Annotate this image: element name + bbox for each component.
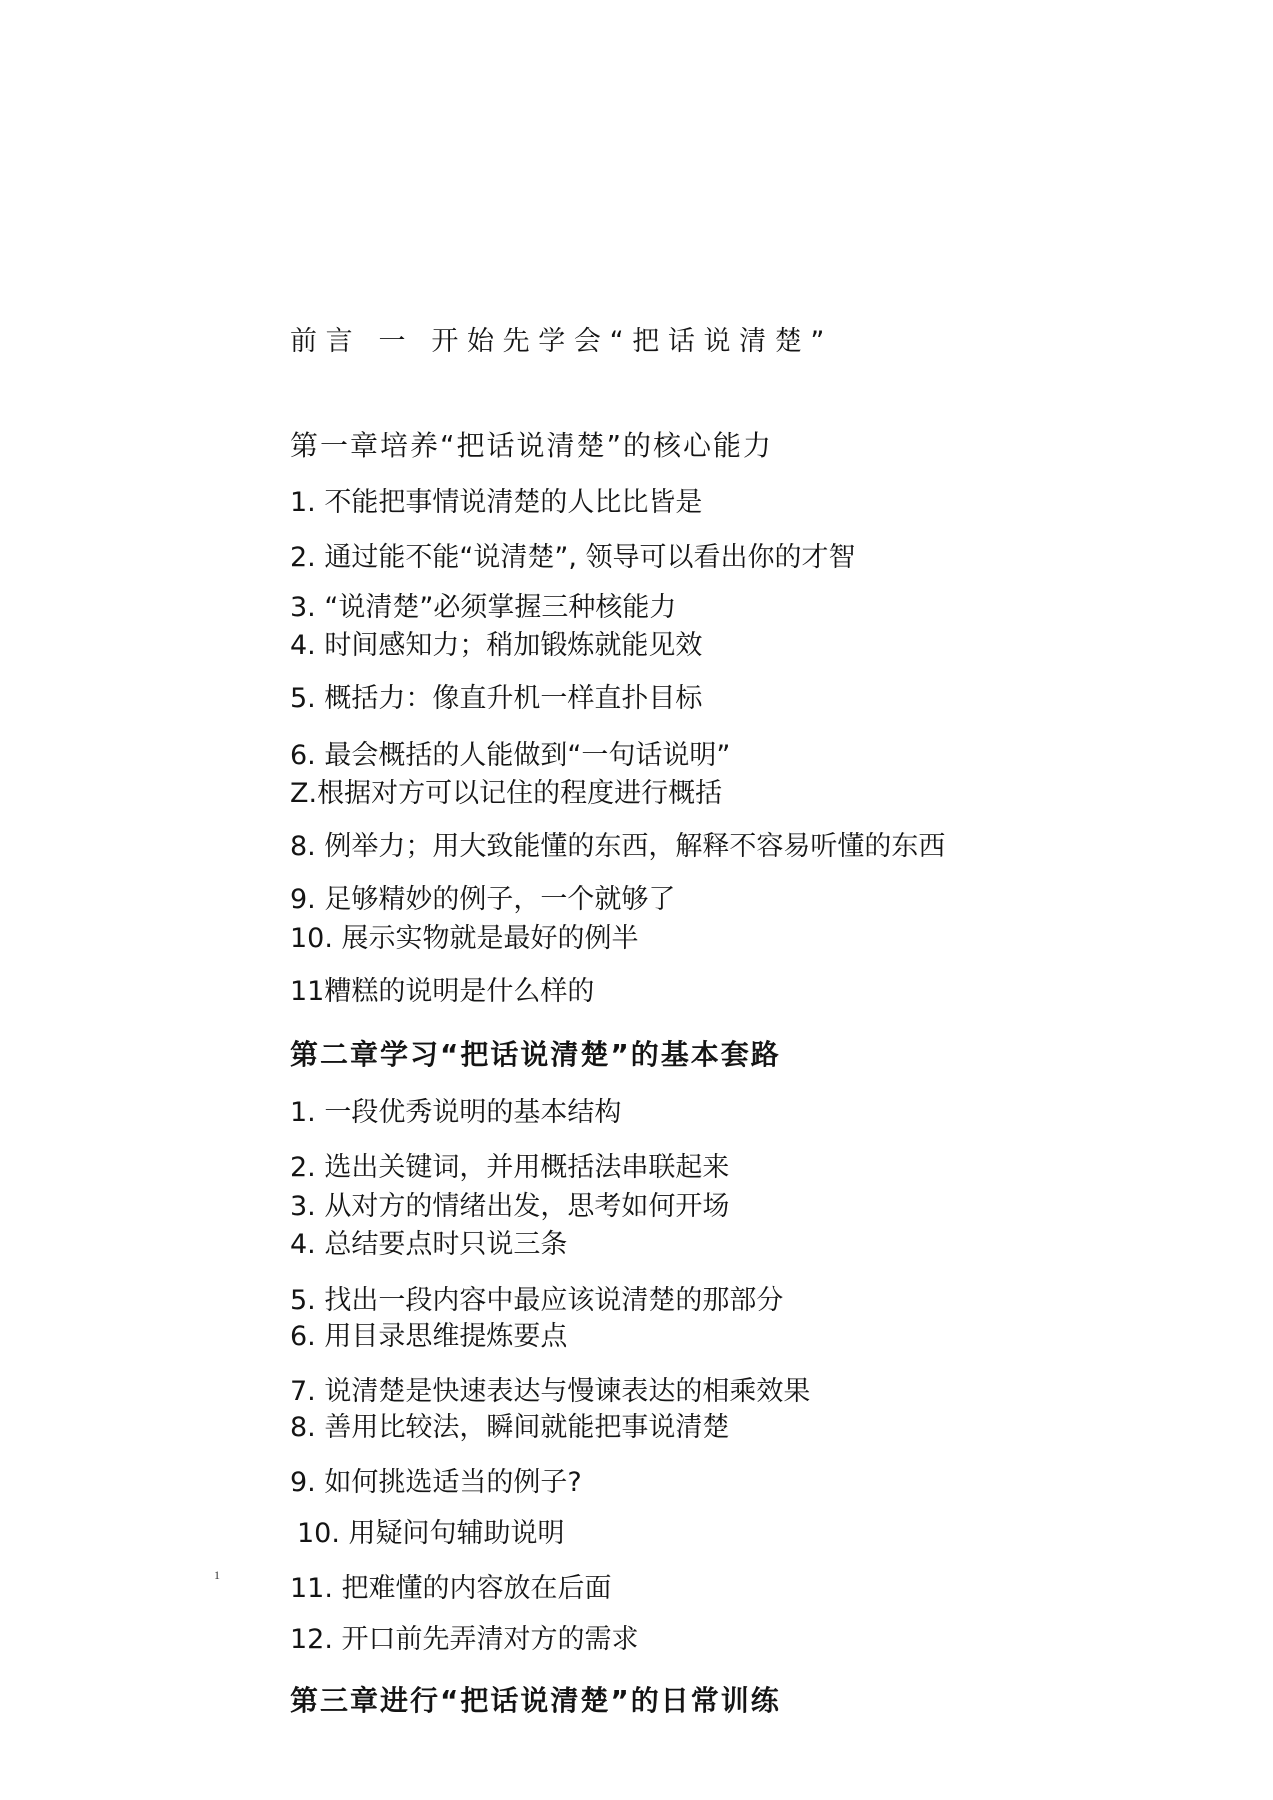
chapter-2-item: 1. 一段优秀说明的基本结构 [290,1097,622,1128]
chapter-1-item: 10. 展示实物就是最好的例半 [290,923,639,954]
chapter-2-item: 2. 选出关键词，并用概括法串联起来 [290,1152,730,1183]
chapter-1-item: 6. 最会概括的人能做到“一句话说明” [290,740,731,771]
chapter-2-item: 8. 善用比较法，瞬间就能把事说清楚 [290,1412,730,1443]
chapter-2-item: 9. 如何挑选适当的例子? [290,1467,582,1498]
chapter-1-item: 5. 概括力：像直升机一样直扑目标 [290,683,703,714]
chapter-1-title: 第一章培养“把话说清楚”的核心能力 [290,429,774,462]
chapter-2-title: 第二章学习“把话说清楚”的基本套路 [290,1038,781,1071]
chapter-1-item: 9. 足够精妙的例子，一个就够了 [290,884,676,915]
chapter-2-item: 10. 用疑问句辅助说明 [297,1518,565,1549]
chapter-1-item: 4. 时间感知力；稍加锻炼就能见效 [290,630,703,661]
chapter-2-item: 7. 说清楚是快速表达与慢谏表达的相乘效果 [290,1376,811,1407]
preface-title: 前言 一 开始先学会“把话说清楚” [290,326,834,357]
chapter-1-item: 1. 不能把事情说清楚的人比比皆是 [290,487,703,518]
page-marker: 1 [214,1568,220,1582]
chapter-2-item: 3. 从对方的情绪出发，思考如何开场 [290,1191,730,1222]
chapter-1-item: 11糟糕的说明是什么样的 [290,976,595,1007]
chapter-3-title: 第三章进行“把话说清楚”的日常训练 [290,1684,781,1717]
chapter-2-item: 12. 开口前先弄清对方的需求 [290,1624,639,1655]
chapter-2-item: 11. 把难懂的内容放在后面 [290,1573,612,1604]
chapter-2-item: 5. 找出一段内容中最应该说清楚的那部分 [290,1285,784,1316]
chapter-2-item: 6. 用目录思维提炼要点 [290,1321,568,1352]
chapter-1-item: 3. “说清楚”必须掌握三种核能力 [290,592,677,623]
chapter-1-item: 2. 通过能不能“说清楚”, 领导可以看出你的才智 [290,542,856,573]
chapter-2-item: 4. 总结要点时只说三条 [290,1229,568,1260]
chapter-1-item: 8. 例举力；用大致能懂的东西，解释不容易听懂的东西 [290,831,946,862]
chapter-1-item: Z.根据对方可以记住的程度进行概括 [290,778,723,809]
